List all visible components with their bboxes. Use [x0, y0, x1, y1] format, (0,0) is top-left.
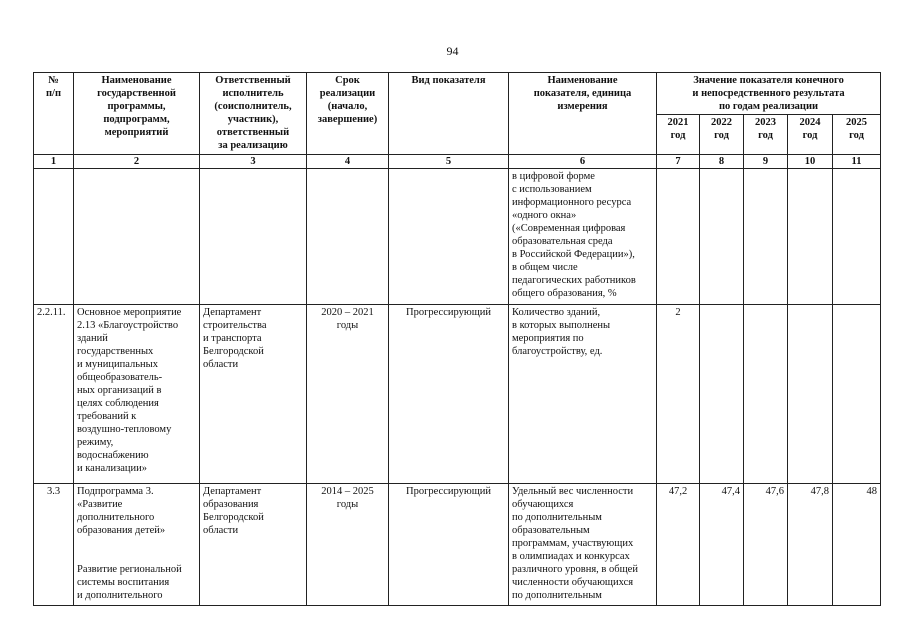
- row-value-2021: 47,2: [657, 484, 700, 606]
- row-indicator-kind: Прогрессирующий: [389, 484, 509, 606]
- row-program-name: Основное мероприятие 2.13 «Благоустройство зданий государственных и муниципальных общеобразователь- ных организаций в целях соблюдения требований к воздушно-тепловому режиму, водоснабжению и канализации»: [74, 305, 200, 484]
- header-values-group: Значение показателя конечного и непосредственного результата по годам реализации: [657, 73, 881, 115]
- row-program-name: [74, 169, 200, 305]
- row-period: 2014 – 2025 годы: [307, 484, 389, 606]
- row-value-2023: [744, 305, 788, 484]
- column-number: 4: [307, 155, 389, 169]
- column-number: 7: [657, 155, 700, 169]
- header-program-name: Наименование государственной программы, подпрограмм, мероприятий: [74, 73, 200, 155]
- row-indicator-kind: [389, 169, 509, 305]
- row-value-2025: [833, 305, 881, 484]
- page-number: 94: [446, 44, 459, 58]
- row-value-2025: [833, 169, 881, 305]
- header-period: Срок реализации (начало, завершение): [307, 73, 389, 155]
- row-value-2024: 47,8: [788, 484, 833, 606]
- header-indicator-name: Наименование показателя, единица измерения: [509, 73, 657, 155]
- header-year-2023: 2023 год: [744, 115, 788, 155]
- row-value-2021: 2: [657, 305, 700, 484]
- row-indicator-name: Удельный вес численности обучающихся по дополнительным образовательным программам, участвующих в олимпиадах и конкурсах различного уровня, в общей численности обучающихся по дополнительным: [509, 484, 657, 606]
- indicators-table: [33, 72, 881, 606]
- column-number: 9: [744, 155, 788, 169]
- row-value-2021: [657, 169, 700, 305]
- column-number: 8: [700, 155, 744, 169]
- row-indicator-kind: Прогрессирующий: [389, 305, 509, 484]
- column-number: 3: [200, 155, 307, 169]
- table-row: [34, 305, 881, 484]
- header-year-2024: 2024 год: [788, 115, 833, 155]
- row-period: [307, 169, 389, 305]
- row-value-2024: [788, 305, 833, 484]
- row-value-2022: [700, 169, 744, 305]
- row-program-name: Подпрограмма 3. «Развитие дополнительного образования детей» Развитие региональной системы воспитания и дополнительного: [74, 484, 200, 606]
- column-number: 2: [74, 155, 200, 169]
- row-num: 3.3: [34, 484, 74, 606]
- row-indicator-name: в цифровой форме с использованием информационного ресурса «одного окна» («Современная цифровая образовательная среда в Российской Федерации»), в общем числе педагогических работников общего образования, %: [509, 169, 657, 305]
- column-number: 6: [509, 155, 657, 169]
- column-number: 5: [389, 155, 509, 169]
- row-value-2025: 48: [833, 484, 881, 606]
- row-executor: Департамент образования Белгородской области: [200, 484, 307, 606]
- header-year-2022: 2022 год: [700, 115, 744, 155]
- row-value-2024: [788, 169, 833, 305]
- row-value-2023: [744, 169, 788, 305]
- column-number: 10: [788, 155, 833, 169]
- column-number: 11: [833, 155, 881, 169]
- row-num: [34, 169, 74, 305]
- row-value-2023: 47,6: [744, 484, 788, 606]
- header-executor: Ответственный исполнитель (соисполнитель, участник), ответственный за реализацию: [200, 73, 307, 155]
- table-row: [34, 169, 881, 305]
- header-year-2021: 2021 год: [657, 115, 700, 155]
- header-indicator-kind: Вид показателя: [389, 73, 509, 155]
- column-number: 1: [34, 155, 74, 169]
- header-year-2025: 2025 год: [833, 115, 881, 155]
- row-value-2022: 47,4: [700, 484, 744, 606]
- row-indicator-name: Количество зданий, в которых выполнены мероприятия по благоустройству, ед.: [509, 305, 657, 484]
- table-row: [34, 484, 881, 606]
- row-num: 2.2.11.: [34, 305, 74, 484]
- header-num: № п/п: [34, 73, 74, 155]
- column-number-row: [34, 155, 881, 169]
- row-period: 2020 – 2021 годы: [307, 305, 389, 484]
- row-executor: [200, 169, 307, 305]
- row-value-2022: [700, 305, 744, 484]
- row-executor: Департамент строительства и транспорта Белгородской области: [200, 305, 307, 484]
